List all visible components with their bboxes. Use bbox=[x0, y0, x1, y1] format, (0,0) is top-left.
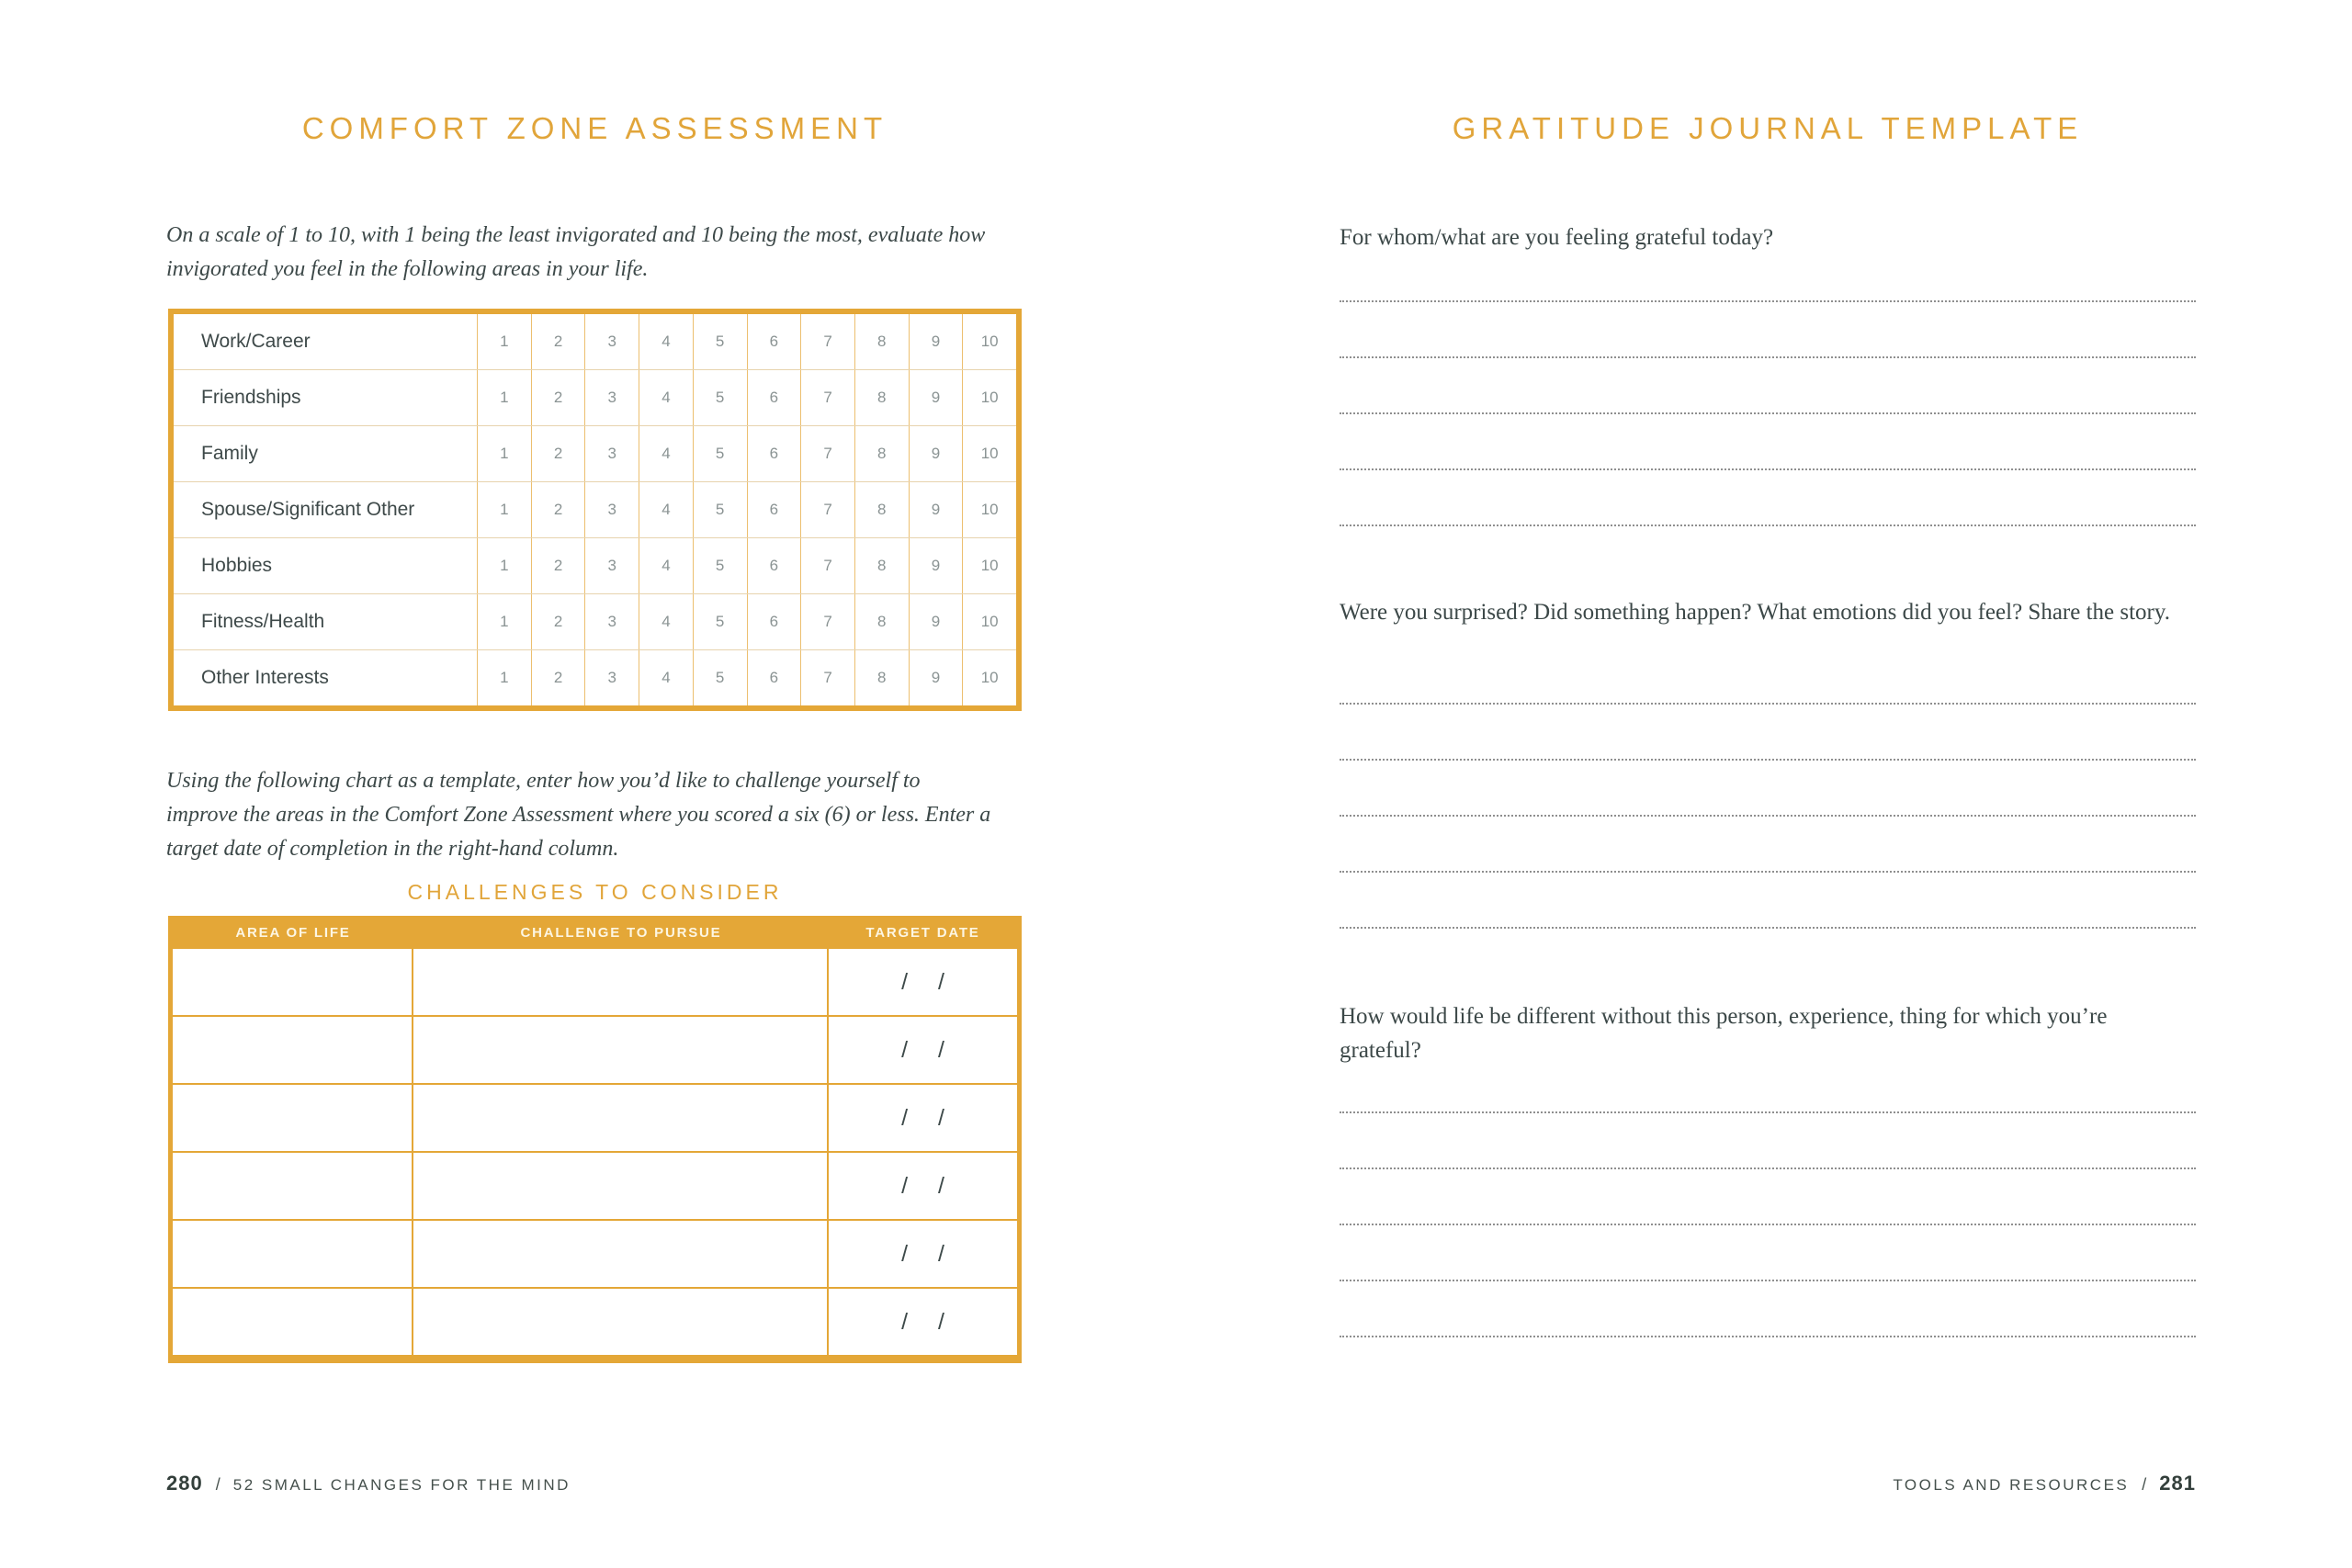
scale-number-cell: 1 bbox=[477, 538, 531, 593]
challenges-row bbox=[173, 949, 1017, 1015]
scale-number-cell: 1 bbox=[477, 370, 531, 425]
journal-writing-line bbox=[1340, 761, 2196, 817]
challenges-row bbox=[173, 1083, 1017, 1151]
scale-number-cell: 2 bbox=[531, 314, 585, 369]
assessment-intro-text: On a scale of 1 to 10, with 1 being the least invigorated and 10 being the most, evaluate how invigorated you feel in the following areas in your life. bbox=[166, 223, 986, 281]
scale-number-cell: 1 bbox=[477, 594, 531, 649]
journal-writing-line bbox=[1340, 414, 2196, 470]
left-footer-book-title: 52 SMALL CHANGES FOR THE MIND bbox=[232, 1476, 571, 1494]
scale-number-cell: 5 bbox=[693, 594, 747, 649]
journal-writing-line bbox=[1340, 649, 2196, 705]
journal-lines bbox=[1340, 246, 2196, 526]
scale-number-cell: 5 bbox=[693, 538, 747, 593]
scale-number-cell: 7 bbox=[800, 594, 854, 649]
scale-number-cell: 4 bbox=[639, 538, 693, 593]
scale-number-cell: 7 bbox=[800, 426, 854, 481]
assessment-row bbox=[174, 537, 1016, 593]
challenges-table-header bbox=[173, 916, 1017, 949]
challenges-row bbox=[173, 1219, 1017, 1287]
comfort-zone-assessment-table bbox=[168, 309, 1022, 711]
scale-number-cell: 10 bbox=[962, 538, 1016, 593]
challenge-to-pursue-blank-cell bbox=[413, 1289, 829, 1355]
scale-number-cell: 8 bbox=[854, 482, 909, 537]
scale-number-cell: 1 bbox=[477, 314, 531, 369]
journal-question-1: For whom/what are you feeling grateful today? bbox=[1340, 225, 1774, 250]
scale-number-cell: 2 bbox=[531, 538, 585, 593]
assessment-row bbox=[174, 425, 1016, 481]
target-date-cell: / / bbox=[901, 1240, 944, 1267]
scale-number-cell: 3 bbox=[584, 538, 639, 593]
journal-writing-line bbox=[1340, 817, 2196, 873]
scale-number-cell: 4 bbox=[639, 314, 693, 369]
scale-number-cell: 6 bbox=[747, 482, 801, 537]
target-date-cell: / / bbox=[901, 1308, 944, 1335]
left-page-footer bbox=[166, 1472, 571, 1495]
area-of-life-blank-cell bbox=[173, 1153, 413, 1219]
challenges-column-header: CHALLENGE TO PURSUE bbox=[520, 924, 722, 941]
scale-number-cell: 3 bbox=[584, 482, 639, 537]
scale-number-cell: 5 bbox=[693, 650, 747, 705]
journal-writing-line bbox=[1340, 1281, 2196, 1337]
challenges-table bbox=[168, 916, 1022, 1363]
scale-number-cell: 8 bbox=[854, 538, 909, 593]
scale-number-cell: 3 bbox=[584, 594, 639, 649]
scale-number-cell: 4 bbox=[639, 426, 693, 481]
scale-number-cell: 10 bbox=[962, 650, 1016, 705]
assessment-row bbox=[174, 481, 1016, 537]
challenges-row bbox=[173, 1287, 1017, 1355]
journal-writing-line bbox=[1340, 246, 2196, 302]
target-date-cell: / / bbox=[901, 1104, 944, 1131]
scale-number-cell: 9 bbox=[909, 314, 963, 369]
scale-number-cell: 6 bbox=[747, 594, 801, 649]
journal-writing-line bbox=[1340, 1113, 2196, 1169]
scale-number-cell: 8 bbox=[854, 650, 909, 705]
scale-number-cell: 9 bbox=[909, 370, 963, 425]
scale-number-cell: 8 bbox=[854, 370, 909, 425]
target-date-cell: / / bbox=[901, 1036, 944, 1063]
area-of-life-label: Hobbies bbox=[201, 555, 273, 576]
area-of-life-label: Spouse/Significant Other bbox=[201, 499, 415, 520]
assessment-row bbox=[174, 649, 1016, 705]
scale-number-cell: 6 bbox=[747, 314, 801, 369]
target-date-cell: / / bbox=[901, 968, 944, 995]
scale-number-cell: 10 bbox=[962, 314, 1016, 369]
area-of-life-blank-cell bbox=[173, 1017, 413, 1083]
scale-number-cell: 7 bbox=[800, 314, 854, 369]
scale-number-cell: 10 bbox=[962, 482, 1016, 537]
scale-number-cell: 9 bbox=[909, 426, 963, 481]
scale-number-cell: 9 bbox=[909, 650, 963, 705]
scale-number-cell: 3 bbox=[584, 314, 639, 369]
journal-question-3: How would life be different without this person, experience, thing for which you’re grateful? bbox=[1340, 1004, 2108, 1063]
challenge-to-pursue-blank-cell bbox=[413, 1153, 829, 1219]
scale-number-cell: 2 bbox=[531, 482, 585, 537]
scale-number-cell: 10 bbox=[962, 370, 1016, 425]
scale-number-cell: 2 bbox=[531, 650, 585, 705]
scale-number-cell: 4 bbox=[639, 482, 693, 537]
scale-number-cell: 10 bbox=[962, 426, 1016, 481]
scale-number-cell: 4 bbox=[639, 650, 693, 705]
area-of-life-label: Friendships bbox=[201, 387, 301, 408]
scale-number-cell: 3 bbox=[584, 370, 639, 425]
scale-number-cell: 1 bbox=[477, 482, 531, 537]
scale-number-cell: 8 bbox=[854, 594, 909, 649]
challenges-column-header: TARGET DATE bbox=[865, 924, 980, 941]
area-of-life-label: Fitness/Health bbox=[201, 611, 325, 632]
left-footer-slash: / bbox=[215, 1475, 220, 1494]
area-of-life-blank-cell bbox=[173, 949, 413, 1015]
scale-number-cell: 2 bbox=[531, 370, 585, 425]
scale-number-cell: 4 bbox=[639, 370, 693, 425]
scale-number-cell: 8 bbox=[854, 426, 909, 481]
scale-number-cell: 9 bbox=[909, 538, 963, 593]
challenges-to-consider-title: CHALLENGES TO CONSIDER bbox=[407, 880, 783, 904]
journal-writing-line bbox=[1340, 1225, 2196, 1281]
challenge-to-pursue-blank-cell bbox=[413, 1221, 829, 1287]
scale-number-cell: 1 bbox=[477, 650, 531, 705]
assessment-row bbox=[174, 593, 1016, 649]
right-page-number: 281 bbox=[2159, 1472, 2196, 1495]
scale-number-cell: 7 bbox=[800, 650, 854, 705]
scale-number-cell: 3 bbox=[584, 650, 639, 705]
scale-number-cell: 6 bbox=[747, 370, 801, 425]
challenges-instructions-text: Using the following chart as a template, enter how you’d like to challenge yourself to improve the areas in the Comfort Zone Assessment where you scored a six (6) or less. Enter a target date of completion in the right-hand column. bbox=[166, 769, 991, 861]
challenge-to-pursue-blank-cell bbox=[413, 949, 829, 1015]
area-of-life-label: Work/Career bbox=[201, 331, 311, 352]
assessment-row bbox=[174, 369, 1016, 425]
scale-number-cell: 6 bbox=[747, 650, 801, 705]
scale-number-cell: 2 bbox=[531, 426, 585, 481]
challenges-column-header: AREA OF LIFE bbox=[235, 924, 351, 941]
area-of-life-blank-cell bbox=[173, 1289, 413, 1355]
gratitude-journal-title: GRATITUDE JOURNAL TEMPLATE bbox=[1452, 111, 2084, 145]
area-of-life-label: Other Interests bbox=[201, 667, 329, 688]
challenge-to-pursue-blank-cell bbox=[413, 1085, 829, 1151]
scale-number-cell: 2 bbox=[531, 594, 585, 649]
journal-writing-line bbox=[1340, 705, 2196, 761]
scale-number-cell: 7 bbox=[800, 482, 854, 537]
journal-lines bbox=[1340, 1057, 2196, 1337]
journal-question-2: Were you surprised? Did something happen? What emotions did you feel? Share the story. bbox=[1340, 600, 2171, 625]
scale-number-cell: 6 bbox=[747, 538, 801, 593]
journal-writing-line bbox=[1340, 1057, 2196, 1113]
journal-writing-line bbox=[1340, 302, 2196, 358]
scale-number-cell: 6 bbox=[747, 426, 801, 481]
scale-number-cell: 9 bbox=[909, 482, 963, 537]
challenge-to-pursue-blank-cell bbox=[413, 1017, 829, 1083]
journal-writing-line bbox=[1340, 873, 2196, 929]
scale-number-cell: 1 bbox=[477, 426, 531, 481]
challenges-row bbox=[173, 1151, 1017, 1219]
challenges-row bbox=[173, 1015, 1017, 1083]
journal-writing-line bbox=[1340, 470, 2196, 526]
challenges-table-body bbox=[173, 949, 1017, 1355]
journal-writing-line bbox=[1340, 358, 2196, 414]
scale-number-cell: 3 bbox=[584, 426, 639, 481]
scale-number-cell: 7 bbox=[800, 538, 854, 593]
right-footer-section-title: TOOLS AND RESOURCES bbox=[1893, 1476, 2130, 1494]
right-page-footer bbox=[1893, 1472, 2196, 1495]
scale-number-cell: 4 bbox=[639, 594, 693, 649]
scale-number-cell: 5 bbox=[693, 426, 747, 481]
journal-lines bbox=[1340, 649, 2196, 929]
journal-writing-line bbox=[1340, 1169, 2196, 1225]
target-date-cell: / / bbox=[901, 1172, 944, 1199]
assessment-row bbox=[174, 314, 1016, 369]
area-of-life-blank-cell bbox=[173, 1085, 413, 1151]
area-of-life-blank-cell bbox=[173, 1221, 413, 1287]
scale-number-cell: 9 bbox=[909, 594, 963, 649]
scale-number-cell: 7 bbox=[800, 370, 854, 425]
scale-number-cell: 10 bbox=[962, 594, 1016, 649]
right-footer-slash: / bbox=[2142, 1475, 2147, 1494]
scale-number-cell: 5 bbox=[693, 314, 747, 369]
area-of-life-label: Family bbox=[201, 443, 258, 464]
scale-number-cell: 8 bbox=[854, 314, 909, 369]
left-page-number: 280 bbox=[166, 1472, 203, 1495]
scale-number-cell: 5 bbox=[693, 482, 747, 537]
scale-number-cell: 5 bbox=[693, 370, 747, 425]
comfort-zone-title: COMFORT ZONE ASSESSMENT bbox=[301, 111, 888, 145]
